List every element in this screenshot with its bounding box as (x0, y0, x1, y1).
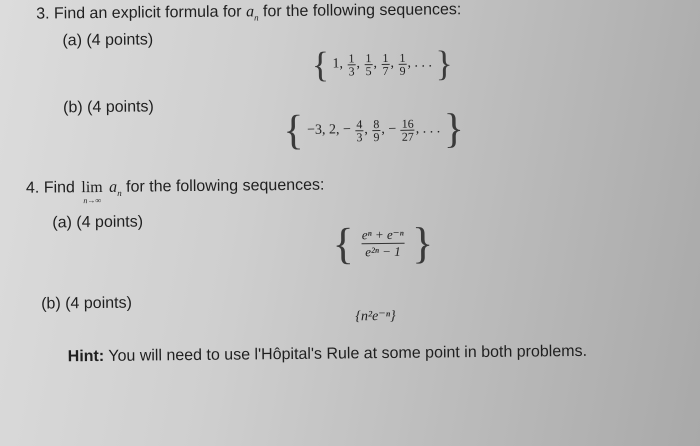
limit-operator: lim n→∞ (81, 178, 103, 206)
fraction-term: $\frac{8}{9}$ (373, 116, 380, 144)
problem-4a-label: (a) (4 points) (52, 213, 144, 232)
problem-4-number: 4. (25, 179, 40, 197)
right-brace: } (443, 106, 465, 153)
fraction-term: $\frac{16}{27}$ (401, 116, 414, 144)
fraction-term: $\frac{1}{5}$ (365, 50, 372, 78)
problem-3-prompt-pre: Find an explicit formula for (53, 3, 242, 23)
problem-4b-label: (b) (4 points) (41, 294, 132, 313)
negative-sep: , − (381, 121, 397, 138)
problem-3-number: 3. (36, 5, 50, 23)
sequence-3a: { 1, $\frac{1}{3}$ , $\frac{1}{5}$ , $\frac{1}{7}$ , $\frac{1}{9}$ , . . . } (311, 43, 453, 85)
right-brace: } (435, 43, 453, 84)
left-brace: { (332, 219, 354, 269)
problem-3b-label: (b) (4 points) (63, 98, 154, 117)
fraction-term: $\frac{4}{3}$ (356, 116, 363, 144)
hint-line (68, 343, 587, 366)
left-brace: { (283, 107, 304, 155)
problem-3-var: $a_n$ (245, 3, 259, 23)
sequence-3a-first: 1, (332, 56, 344, 72)
fraction-term: $\frac{1}{3}$ (348, 50, 355, 78)
ellipsis: , . . . (415, 121, 441, 137)
problem-3-heading (36, 1, 461, 25)
sequence-3b: { −3, 2, − $\frac{4}{3}$ , $\frac{8}{9}$ , − $\frac{16}{27}$ , . . . } (283, 106, 465, 155)
problem-4-var: $a_n$ (109, 178, 122, 198)
problem-4-prompt-post: for the following sequences: (126, 176, 325, 196)
problem-3a-label: (a) (4 points) (62, 31, 154, 50)
expression-4b: {n²e⁻ⁿ} (355, 308, 396, 325)
ellipsis: , . . . (407, 55, 433, 71)
hint-text: You will need to use l'Hôpital's Rule at some point in both problems. (108, 342, 588, 365)
hint-label: Hint: (67, 347, 105, 366)
problem-4-heading (26, 177, 325, 206)
fraction-denominator: e²ⁿ − 1 (361, 243, 405, 260)
left-brace: { (311, 44, 330, 85)
problem-3-prompt-post: for the following sequences: (262, 1, 462, 21)
fraction-term: $\frac{1}{9}$ (399, 50, 406, 78)
fraction-expression (358, 227, 408, 261)
sequence-3b-lead: −3, 2, − (306, 122, 351, 138)
fraction-term: $\frac{1}{7}$ (382, 50, 389, 78)
fraction-numerator: eⁿ + e⁻ⁿ (361, 226, 404, 243)
right-brace: } (411, 218, 434, 268)
expression-4a (332, 217, 433, 269)
problem-4-prompt-pre: Find (43, 179, 75, 197)
